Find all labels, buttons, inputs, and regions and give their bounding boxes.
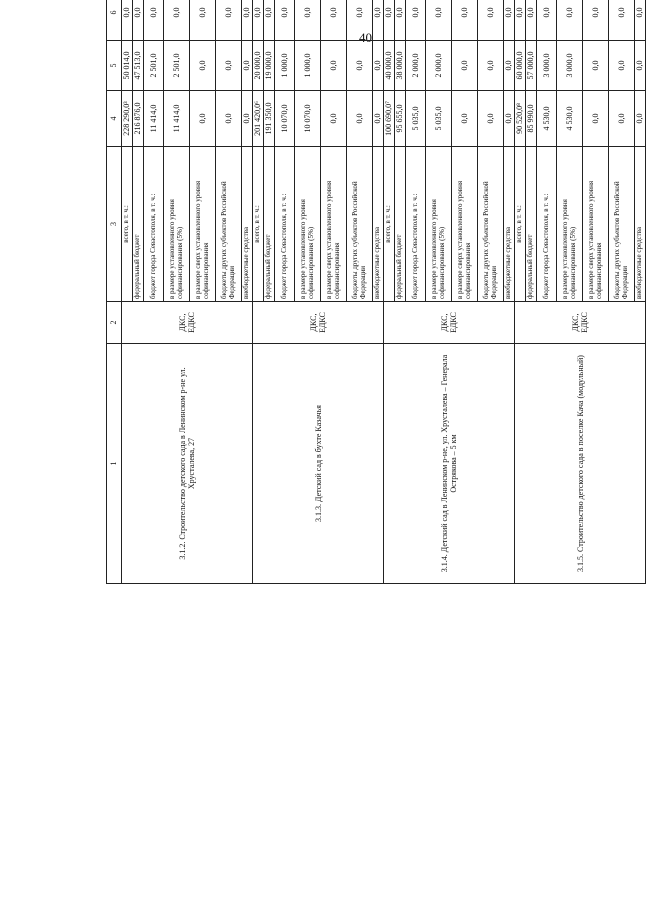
funding-source-label: федеральный бюджет bbox=[395, 147, 406, 302]
column-number-3: 3 bbox=[107, 147, 122, 302]
amount-value: 0,0 bbox=[216, 91, 242, 147]
funding-source-label: всего, в т. ч.: bbox=[122, 147, 133, 302]
column-number-4: 4 bbox=[107, 91, 122, 147]
column-number-6: 6 bbox=[107, 0, 122, 41]
amount-value: 0,0 bbox=[583, 41, 609, 91]
measure-name: 3.1.3. Детский сад в бухте Казачья bbox=[253, 344, 384, 584]
funding-source-label: бюджет города Севастополя, в т. ч.: bbox=[144, 147, 164, 302]
amount-value: 0,0 bbox=[190, 0, 216, 41]
amount-value: 0,0 bbox=[478, 41, 504, 91]
table-row bbox=[253, 0, 264, 584]
amount-value: 0,0 bbox=[537, 0, 557, 41]
funding-source-label: внебюджетные средства bbox=[242, 147, 253, 302]
amount-value: 0,0 bbox=[190, 41, 216, 91]
funding-source-label: бюджеты других субъектов Российской Федерации bbox=[347, 147, 373, 302]
amount-value: 40 000,0 bbox=[384, 41, 395, 91]
amount-value: 0,0 bbox=[133, 0, 144, 41]
amount-value: 0,0 bbox=[515, 0, 526, 41]
funding-source-label: бюджет города Севастополя, в т. ч.: bbox=[275, 147, 295, 302]
amount-value: 0,0 bbox=[253, 0, 264, 41]
column-number-2: 2 bbox=[107, 302, 122, 344]
amount-value: 4 530,0 bbox=[557, 91, 583, 147]
page-number: 40 bbox=[359, 30, 372, 45]
amount-value: 0,0 bbox=[452, 41, 478, 91]
amount-value: 0,0 bbox=[583, 0, 609, 41]
amount-value: 0,0 bbox=[504, 41, 515, 91]
table-viewport bbox=[106, 7, 645, 862]
funding-source-label: бюджет города Севастополя, в т. ч.: bbox=[406, 147, 426, 302]
amount-value: 0,0 bbox=[609, 41, 635, 91]
amount-value: 0,0 bbox=[504, 0, 515, 41]
amount-value: 2 501,0 bbox=[144, 41, 164, 91]
measure-name: 3.1.4. Детский сад в Ленинском р-не, ул. Хрусталева – Генерала Острякова – 5 км bbox=[384, 344, 515, 584]
table-row bbox=[122, 0, 133, 584]
funding-source-label: федеральный бюджет bbox=[264, 147, 275, 302]
amount-value: 1 000,0 bbox=[275, 41, 295, 91]
table-row bbox=[384, 0, 395, 584]
funding-source-label: в размере установленного уровня софинансирования (5%) bbox=[164, 147, 190, 302]
amount-value: 201 420,0⁶ bbox=[253, 91, 264, 147]
funding-table-rotated bbox=[106, 0, 645, 584]
amount-value: 0,0 bbox=[321, 91, 347, 147]
amount-value: 0,0 bbox=[526, 0, 537, 41]
amount-value: 100 690,0⁷ bbox=[384, 91, 395, 147]
executor: ДКС, ЕДКС bbox=[384, 302, 515, 344]
amount-value: 0,0 bbox=[635, 0, 646, 41]
funding-source-label: всего, в т. ч.: bbox=[253, 147, 264, 302]
amount-value: 0,0 bbox=[295, 0, 321, 41]
header-row bbox=[107, 0, 122, 584]
amount-value: 10 070,0 bbox=[295, 91, 321, 147]
funding-source-label: федеральный бюджет bbox=[133, 147, 144, 302]
funding-source-label: в размере установленного уровня софинансирования (5%) bbox=[557, 147, 583, 302]
funding-source-label: бюджеты других субъектов Российской Федерации bbox=[609, 147, 635, 302]
amount-value: 3 000,0 bbox=[557, 41, 583, 91]
amount-value: 0,0 bbox=[242, 0, 253, 41]
amount-value: 85 990,0 bbox=[526, 91, 537, 147]
amount-value: 95 655,0 bbox=[395, 91, 406, 147]
funding-source-label: федеральный бюджет bbox=[526, 147, 537, 302]
amount-value: 0,0 bbox=[426, 0, 452, 41]
funding-source-label: в размере сверх установленного уровня софинансирования bbox=[190, 147, 216, 302]
amount-value: 2 501,0 bbox=[164, 41, 190, 91]
amount-value: 0,0 bbox=[242, 41, 253, 91]
amount-value: 0,0 bbox=[373, 0, 384, 41]
amount-value: 0,0 bbox=[321, 0, 347, 41]
amount-value: 50 014,0 bbox=[122, 41, 133, 91]
amount-value: 0,0 bbox=[373, 41, 384, 91]
funding-source-label: бюджет города Севастополя, в т. ч.: bbox=[537, 147, 557, 302]
amount-value: 0,0 bbox=[190, 91, 216, 147]
amount-value: 0,0 bbox=[164, 0, 190, 41]
amount-value: 0,0 bbox=[635, 91, 646, 147]
amount-value: 0,0 bbox=[609, 0, 635, 41]
amount-value: 11 414,0 bbox=[164, 91, 190, 147]
funding-source-label: всего, в т. ч.: bbox=[384, 147, 395, 302]
amount-value: 0,0 bbox=[583, 91, 609, 147]
amount-value: 1 000,0 bbox=[295, 41, 321, 91]
amount-value: 0,0 bbox=[216, 41, 242, 91]
amount-value: 4 530,0 bbox=[537, 91, 557, 147]
amount-value: 2 000,0 bbox=[406, 41, 426, 91]
amount-value: 191 350,0 bbox=[264, 91, 275, 147]
amount-value: 0,0 bbox=[347, 0, 373, 41]
amount-value: 0,0 bbox=[452, 0, 478, 41]
funding-table bbox=[106, 0, 646, 584]
amount-value: 216 876,0 bbox=[133, 91, 144, 147]
funding-source-label: внебюджетные средства bbox=[635, 147, 646, 302]
amount-value: 228 290,0³ bbox=[122, 91, 133, 147]
executor: ДКС, ЕДКС bbox=[515, 302, 646, 344]
column-number-1: 1 bbox=[107, 344, 122, 584]
funding-source-label: бюджеты других субъектов Российской Федерации bbox=[216, 147, 242, 302]
amount-value: 19 000,0 bbox=[264, 41, 275, 91]
amount-value: 0,0 bbox=[144, 0, 164, 41]
funding-source-label: в размере сверх установленного уровня софинансирования bbox=[452, 147, 478, 302]
amount-value: 90 520,0⁸ bbox=[515, 91, 526, 147]
amount-value: 0,0 bbox=[635, 41, 646, 91]
amount-value: 0,0 bbox=[609, 91, 635, 147]
amount-value: 0,0 bbox=[216, 0, 242, 41]
table-row bbox=[515, 0, 526, 584]
amount-value: 0,0 bbox=[452, 91, 478, 147]
amount-value: 2 000,0 bbox=[426, 41, 452, 91]
amount-value: 0,0 bbox=[242, 91, 253, 147]
amount-value: 20 000,0 bbox=[253, 41, 264, 91]
amount-value: 0,0 bbox=[347, 41, 373, 91]
amount-value: 0,0 bbox=[264, 0, 275, 41]
amount-value: 0,0 bbox=[557, 0, 583, 41]
amount-value: 0,0 bbox=[504, 91, 515, 147]
funding-source-label: в размере установленного уровня софинансирования (5%) bbox=[295, 147, 321, 302]
amount-value: 0,0 bbox=[395, 0, 406, 41]
amount-value: 60 000,0 bbox=[515, 41, 526, 91]
amount-value: 0,0 bbox=[321, 41, 347, 91]
amount-value: 3 000,0 bbox=[537, 41, 557, 91]
amount-value: 0,0 bbox=[275, 0, 295, 41]
amount-value: 5 035,0 bbox=[406, 91, 426, 147]
amount-value: 5 035,0 bbox=[426, 91, 452, 147]
amount-value: 57 000,0 bbox=[526, 41, 537, 91]
funding-source-label: всего, в т. ч.: bbox=[515, 147, 526, 302]
amount-value: 47 513,0 bbox=[133, 41, 144, 91]
measure-name: 3.1.5. Строительство детского сада в поселке Кача (модульный) bbox=[515, 344, 646, 584]
funding-source-label: в размере установленного уровня софинансирования (5%) bbox=[426, 147, 452, 302]
amount-value: 11 414,0 bbox=[144, 91, 164, 147]
column-number-5: 5 bbox=[107, 41, 122, 91]
funding-source-label: внебюджетные средства bbox=[504, 147, 515, 302]
amount-value: 0,0 bbox=[406, 0, 426, 41]
funding-source-label: бюджеты других субъектов Российской Федерации bbox=[478, 147, 504, 302]
measure-name: 3.1.2. Строительство детского сада в Ленинском р-не ул. Хрусталева, 27 bbox=[122, 344, 253, 584]
amount-value: 0,0 bbox=[347, 91, 373, 147]
amount-value: 0,0 bbox=[478, 91, 504, 147]
amount-value: 0,0 bbox=[373, 91, 384, 147]
amount-value: 0,0 bbox=[122, 0, 133, 41]
funding-source-label: в размере сверх установленного уровня софинансирования bbox=[583, 147, 609, 302]
executor: ДКС, ЕДКС bbox=[253, 302, 384, 344]
amount-value: 0,0 bbox=[384, 0, 395, 41]
amount-value: 10 070,0 bbox=[275, 91, 295, 147]
amount-value: 38 000,0 bbox=[395, 41, 406, 91]
funding-source-label: в размере сверх установленного уровня софинансирования bbox=[321, 147, 347, 302]
executor: ДКС, ЕДКС bbox=[122, 302, 253, 344]
amount-value: 0,0 bbox=[478, 0, 504, 41]
funding-source-label: внебюджетные средства bbox=[373, 147, 384, 302]
